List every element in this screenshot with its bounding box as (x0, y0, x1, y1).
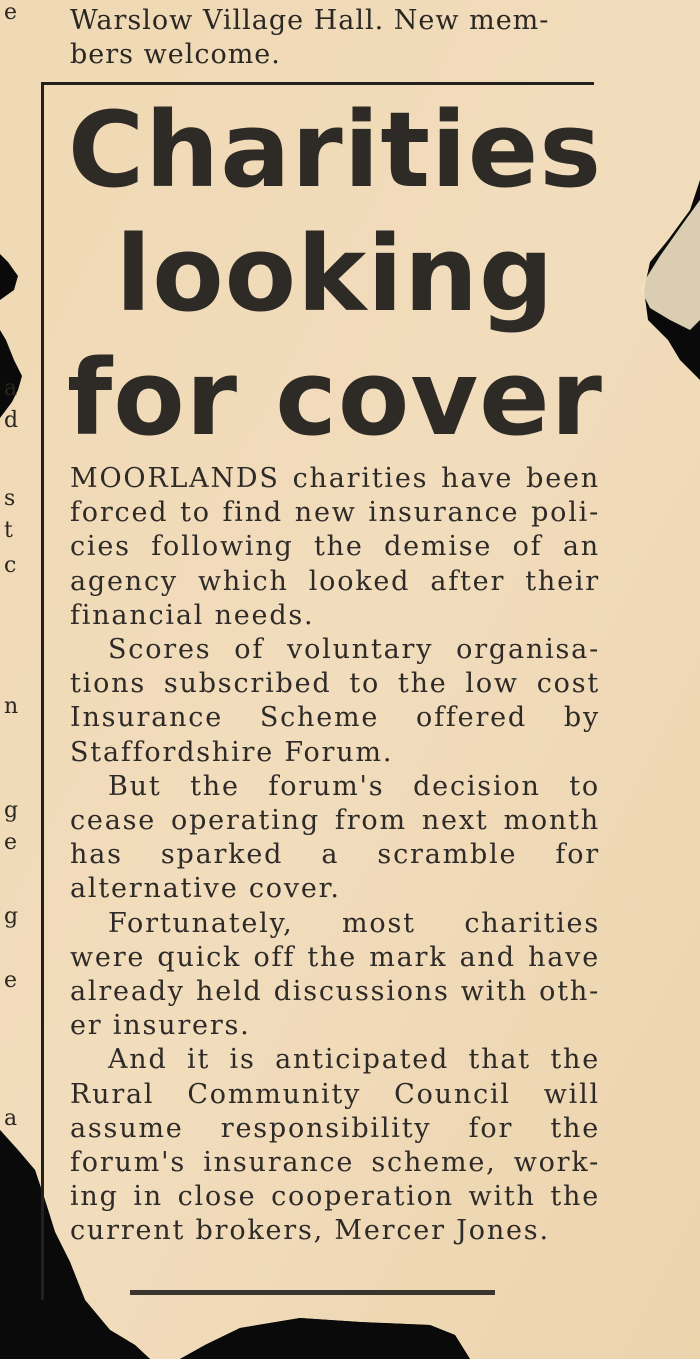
column-fragment: c (4, 553, 17, 578)
article-paragraph: Scores of voluntary organisa-tions subscribed to the low cost Insurance Scheme offered by Staffordshire Forum. (70, 634, 600, 768)
article-paragraph: MOORLANDS charities have been forced to find new insurance poli-cies following the demise of an agency which looked after their financial needs. (70, 463, 600, 631)
headline-line: Charities (67, 89, 603, 211)
bottom-rule (130, 1290, 495, 1295)
column-fragment: a (4, 1106, 18, 1131)
article-paragraph: Fortunately, most charities were quick off the mark and have already held discussions with oth-er insurers. (70, 907, 600, 1042)
headline-line: looking (115, 213, 555, 335)
article-paragraph: But the forum's decision to cease operating from next month has sparked a scramble for alternative cover. (70, 770, 600, 905)
previous-article-tail (70, 4, 549, 72)
column-fragment: t (4, 518, 13, 543)
article-paragraph: And it is anticipated that the Rural Community Council will assume responsibility for the forum's insurance scheme, work-ing in close cooperation with the current brokers, Mercer Jones. (70, 1044, 600, 1247)
column-fragment: n (4, 694, 19, 719)
article-body (70, 462, 600, 1249)
column-fragment: g (4, 904, 19, 929)
column-fragment: d (4, 408, 19, 433)
previous-article-line: Warslow Village Hall. New mem- (70, 5, 550, 36)
adjacent-column-fragments (0, 0, 22, 1359)
column-fragment: e (4, 968, 18, 993)
column-fragment: e (4, 0, 18, 25)
column-fragment: a (4, 376, 18, 401)
headline (60, 88, 610, 460)
column-fragment: g (4, 798, 19, 823)
column-fragment: s (4, 486, 16, 511)
previous-article-line: bers welcome. (70, 39, 281, 70)
headline-line: for cover (67, 337, 603, 459)
column-fragment: e (4, 830, 18, 855)
